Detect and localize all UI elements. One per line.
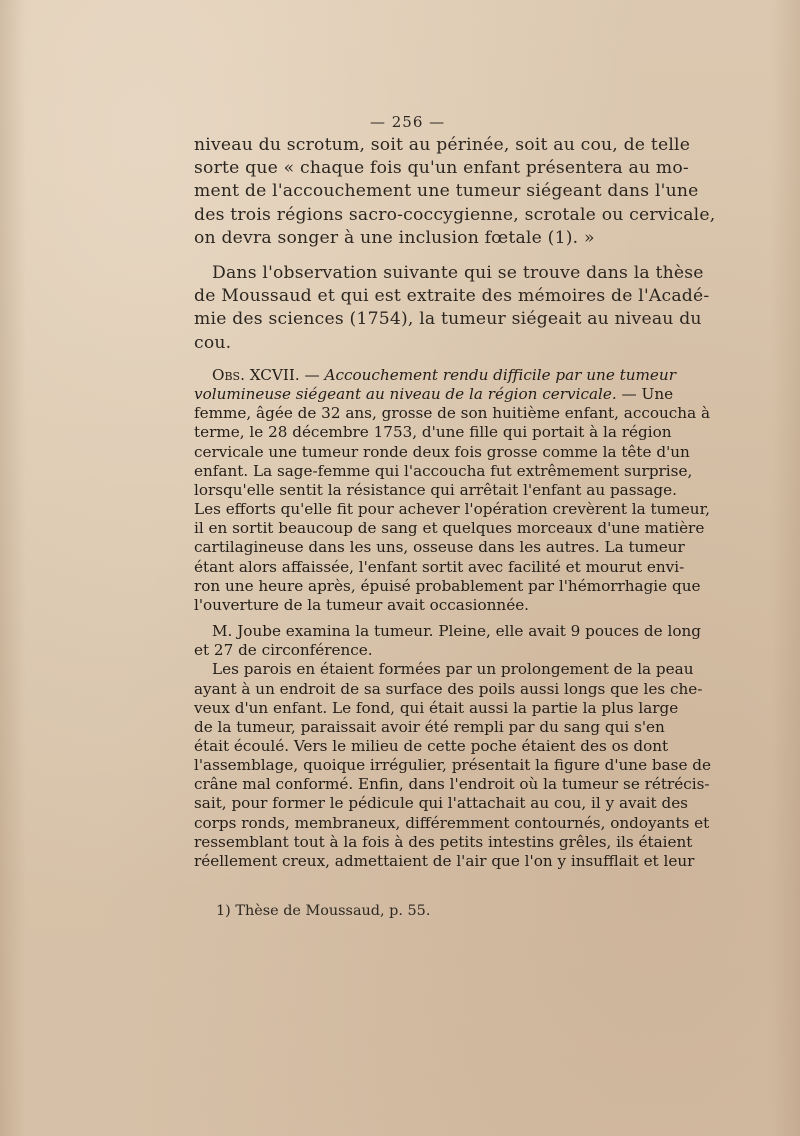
text-line: étant alors affaissée, l'enfant sortit avec facilité et mourut envi- bbox=[194, 557, 685, 576]
text-line: crâne mal conformé. Enfin, dans l'endroit où la tumeur se rétrécis- bbox=[194, 775, 710, 794]
text-line: des trois régions sacro-coccygienne, scrotale ou cervicale, bbox=[194, 204, 716, 225]
observation-title: Accouchement rendu difficile par une tumeur bbox=[324, 366, 676, 384]
text-line: Dans l'observation suivante qui se trouve dans la thèse bbox=[212, 263, 704, 284]
text-line: et 27 de circonférence. bbox=[194, 641, 373, 660]
text-line: l'assemblage, quoique irrégulier, présentait la figure d'une base de bbox=[194, 756, 712, 775]
footnote: 1) Thèse de Moussaud, p. 55. bbox=[216, 903, 431, 919]
text-line: on devra songer à une inclusion fœtale (1). » bbox=[194, 227, 595, 248]
text-line: Les parois en étaient formées par un prolongement de la peau bbox=[212, 660, 694, 679]
text-line: cervicale une tumeur ronde deux fois grosse comme la tête d'un bbox=[194, 442, 690, 461]
text-line: veux d'un enfant. Le fond, qui était aussi la partie la plus large bbox=[194, 698, 679, 717]
observation-block bbox=[194, 366, 712, 871]
observation-label: Obs. XCVII. bbox=[212, 366, 300, 384]
intro-text bbox=[194, 134, 716, 355]
observation-title-cont: volumineuse siégeant au niveau de la région cervicale. bbox=[194, 385, 617, 404]
text-line: cou. bbox=[194, 332, 232, 353]
text-line: cartilagineuse dans les uns, osseuse dans les autres. La tumeur bbox=[194, 538, 685, 557]
text-line: enfant. La sage-femme qui l'accoucha fut extrêmement surprise, bbox=[194, 461, 693, 480]
text-line: réellement creux, admettaient de l'air que l'on y insufflait et leur bbox=[194, 851, 695, 870]
text-line: sait, pour former le pédicule qui l'attachait au cou, il y avait des bbox=[194, 794, 688, 813]
text-line: de Moussaud et qui est extraite des mémoires de l'Acadé- bbox=[194, 286, 710, 307]
observation-heading: Obs. XCVII. — Accouchement rendu difficile par une tumeur bbox=[212, 366, 676, 384]
text-line: lorsqu'elle sentit la résistance qui arrêtait l'enfant au passage. bbox=[194, 480, 677, 499]
text-line: de la tumeur, paraissait avoir été rempli par du sang qui s'en bbox=[194, 717, 665, 736]
text-line: ressemblant tout à la fois à des petits intestins grêles, ils étaient bbox=[194, 832, 693, 851]
text-line: femme, âgée de 32 ans, grosse de son huitième enfant, accoucha à bbox=[194, 404, 711, 423]
text-line: ron une heure après, épuisé probablement par l'hémorrhagie que bbox=[194, 576, 701, 595]
text-line: mie des sciences (1754), la tumeur siégeait au niveau du bbox=[194, 309, 702, 330]
text-line: l'ouverture de la tumeur avait occasionnée. bbox=[194, 595, 530, 614]
text-line: corps ronds, membraneux, différemment contournés, ondoyants et bbox=[194, 813, 710, 832]
text-line: M. Joube examina la tumeur. Pleine, elle avait 9 pouces de long bbox=[212, 622, 701, 641]
text-line: ayant à un endroit de sa surface des poils aussi longs que les che- bbox=[194, 679, 703, 698]
text-line: il en sortit beaucoup de sang et quelques morceaux d'une matière bbox=[194, 519, 705, 538]
text-line: était écoulé. Vers le milieu de cette poche étaient des os dont bbox=[194, 736, 669, 755]
page-number: — 256 — bbox=[370, 113, 446, 131]
text-line: terme, le 28 décembre 1753, d'une fille qui portait à la région bbox=[194, 423, 672, 442]
text-line: ment de l'accouchement une tumeur siégeant dans l'une bbox=[194, 181, 699, 202]
text-line: niveau du scrotum, soit au périnée, soit au cou, de telle bbox=[194, 135, 691, 155]
observation-heading-cont bbox=[194, 385, 674, 404]
observation-dash: — Une bbox=[621, 385, 674, 404]
text-line: sorte que « chaque fois qu'un enfant présentera au mo- bbox=[194, 158, 689, 179]
text-line: Les efforts qu'elle fit pour achever l'opération crevèrent la tumeur, bbox=[194, 500, 710, 519]
